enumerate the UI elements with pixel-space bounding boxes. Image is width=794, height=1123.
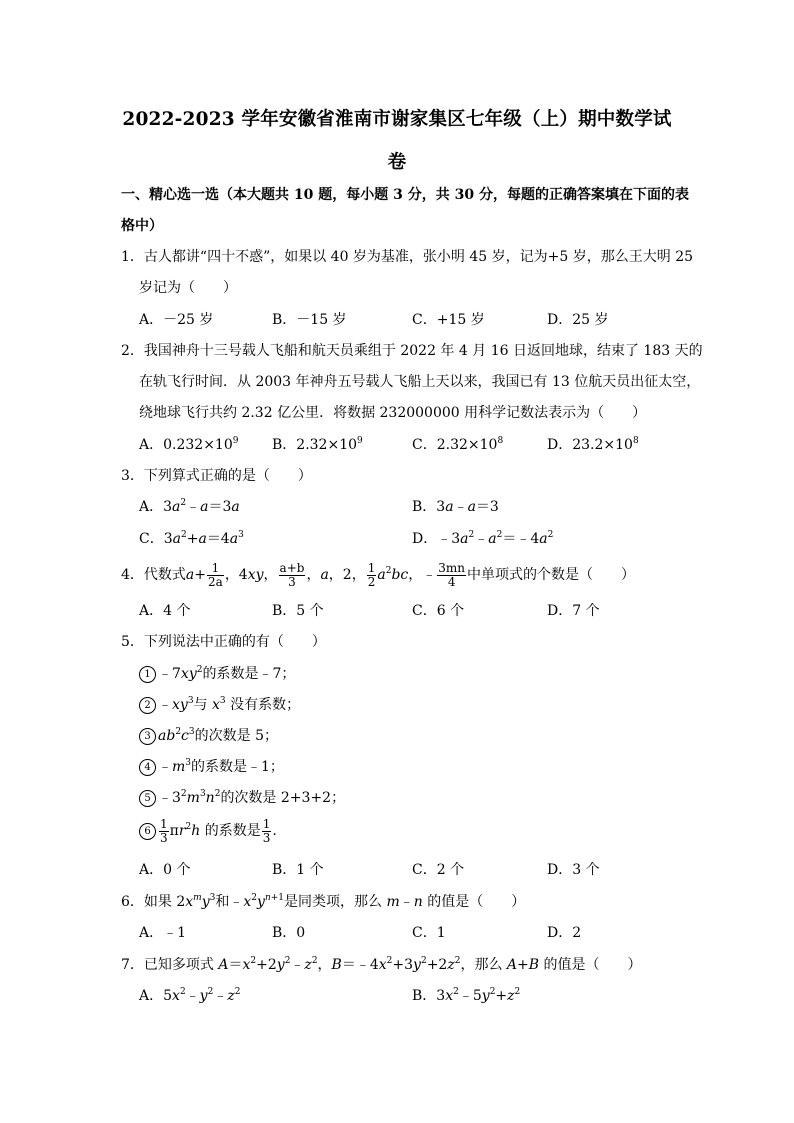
q5-statement-6: 6 $\frac{1}{3}$ $\pi r^2h$ 的系数是 $\frac{1}{3}$ . <box>139 816 277 846</box>
q3-option-d: D．$﹣3a^2﹣a^2=﹣4a^2$ <box>412 530 554 547</box>
fraction: $\frac{1}{2a}$ <box>208 560 223 589</box>
q6-option-b: B．0 <box>272 925 306 941</box>
q4-option-d: D．7 个 <box>547 603 600 619</box>
fraction: $\frac{a+b}{3}$ <box>279 560 305 589</box>
q1-option-b: B．－15 岁 <box>272 312 347 328</box>
q2-stem-line2: 在轨飞行时间．从 2003 年神舟五号载人飞船上天以来，我国已有 13 位航天员出征太空， <box>139 374 701 390</box>
q6-stem: 6．如果 $2x^my^3$和$﹣x^2y^{n+1}$是同类项，那么 m﹣n 的值是（ ） <box>121 893 526 910</box>
q5-option-c: C．2 个 <box>412 862 465 878</box>
q5-statement-1: 1 $﹣7xy^2$的系数是﹣7； <box>139 664 295 684</box>
q5-option-a: A．0 个 <box>139 862 191 878</box>
q2-option-d: D．$23.2\times 10^8$ <box>547 436 639 453</box>
q6-option-a: A．﹣1 <box>139 925 187 941</box>
fraction: $\frac{1}{3}$ <box>160 816 168 845</box>
q1-stem-line2: 岁记为（ ） <box>139 280 237 296</box>
q2-option-a: A．$0.232\times 10^9$ <box>139 436 239 453</box>
q5-statement-2: 2 $﹣xy^3$与 $x^3$ 没有系数； <box>139 695 300 715</box>
q6-option-d: D．2 <box>547 925 582 941</box>
section-heading-line2: 格中） <box>121 218 163 234</box>
exam-title-line1: 2022-2023 学年安徽省淮南市谢家集区七年级（上）期中数学试 <box>122 109 672 130</box>
q1-stem-line1: 1．古人都讲“四十不惑”，如果以 40 岁为基准，张小明 45 岁，记为+5 岁，那么王大明 25 <box>121 249 694 265</box>
q5-statement-5: 5 $﹣3^2m^3n^2$的次数是 2+3+2； <box>139 788 345 808</box>
q3-option-a: A．$3a^2﹣a=3a$ <box>139 498 240 515</box>
q4-option-b: B．5 个 <box>272 603 324 619</box>
q2-stem-line1: 2．我国神舟十三号载人飞船和航天员乘组于 2022 年 4 月 16 日返回地球，结束了 183 天的 <box>121 343 703 359</box>
q4-option-a: A．4 个 <box>139 603 191 619</box>
q4-stem: 4．代数式a+ $\frac{1}{2a}$ ，4xy， $\frac{a+b}{3}$ ，a，2， $\frac{1}{2}$ $a^2bc$，﹣ $\frac{3mn}{4}$ 中单项式的个数是（ ） <box>121 560 636 589</box>
q3-stem: 3．下列算式正确的是（ ） <box>121 468 312 484</box>
q3-option-c: C．$3a^2+a=4a^3$ <box>139 530 244 547</box>
q1-option-a: A．－25 岁 <box>139 312 214 328</box>
q2-stem-line3: 绕地球飞行共约 2.32 亿公里．将数据 232000000 用科学记数法表示为（ ） <box>139 405 647 421</box>
q1-option-d: D．25 岁 <box>547 312 609 328</box>
q2-option-b: B．$2.32\times 10^9$ <box>272 436 363 453</box>
q5-statement-3: 3 $ab^2c^3$的次数是 5； <box>139 726 278 746</box>
q2-option-c: C．$2.32\times 10^8$ <box>412 436 504 453</box>
q5-option-b: B．1 个 <box>272 862 324 878</box>
q7-option-b: B．$3x^2﹣5y^2+z^2$ <box>412 987 521 1004</box>
q5-option-d: D．3 个 <box>547 862 600 878</box>
q5-statement-4: 4 $﹣m^3$的系数是﹣1； <box>139 757 284 777</box>
q4-option-c: C．6 个 <box>412 603 465 619</box>
q1-option-c: C．+15 岁 <box>412 312 485 328</box>
fraction: $\frac{1}{3}$ <box>262 816 271 845</box>
q6-option-c: C．1 <box>412 925 446 941</box>
fraction: $\frac{3mn}{4}$ <box>438 560 466 589</box>
exam-title-line2: 卷 <box>387 152 407 173</box>
q7-stem: 7．已知多项式 $A=x^2+2y^2﹣z^2$，$B=﹣4x^2+3y^2+2z^2$，那么 A+B 的值是（ ） <box>121 956 642 973</box>
section-heading-line1: 一、精心选一选（本大题共 10 题，每小题 3 分，共 30 分，每题的正确答案填在下面的表 <box>121 187 689 203</box>
fraction: $\frac{1}{2}$ <box>367 560 376 589</box>
q3-option-b: B．3a﹣a＝3 <box>412 499 499 515</box>
q5-stem: 5．下列说法中正确的有（ ） <box>121 634 326 650</box>
q7-option-a: A．$5x^2﹣y^2﹣z^2$ <box>139 987 241 1004</box>
